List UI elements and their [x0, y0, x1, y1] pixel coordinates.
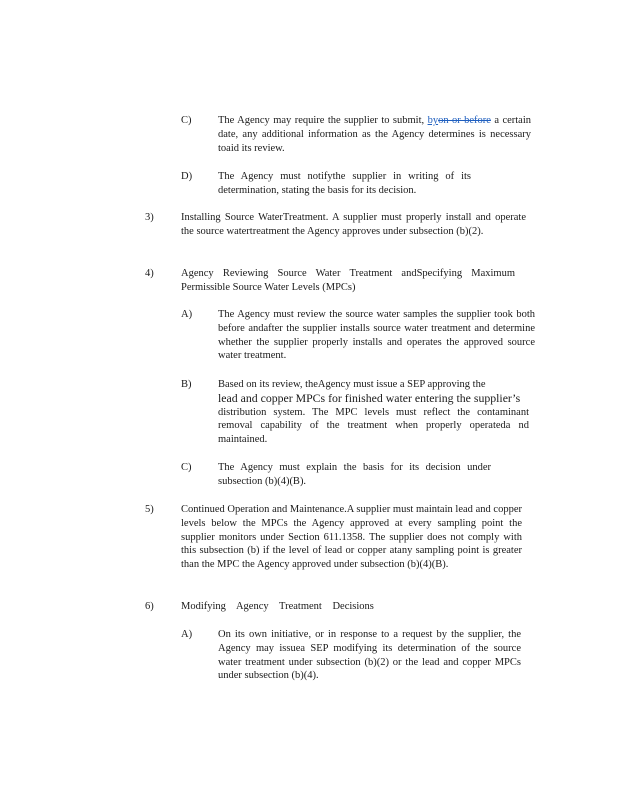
item-text — [218, 114, 531, 155]
item-label: 6) — [145, 601, 154, 612]
text-run: The Agency may require the supplier to submit, — [218, 115, 425, 126]
item-label: C) — [181, 462, 192, 473]
item-text: Continued Operation and Maintenance.A supplier must maintain lead and copper levels below the MPCs the Agency approved at every sampling point the supplier monitors under Section 611.1358. The supplier does not comply with this subsection (b) if the level of lead or copper atany sampling point is greater than the MPC the Agency approved under subsection (b)(4)(B). — [181, 504, 522, 571]
item-label: C) — [181, 115, 192, 126]
item-label: B) — [181, 379, 192, 390]
text-run: a certain date, any additional information as the Agency determines is necessary toaid its review. — [218, 115, 532, 154]
deleted-text: on or before — [438, 115, 491, 126]
item-label: 4) — [145, 268, 154, 279]
inserted-text: by — [427, 115, 439, 126]
item-text: The Agency must notifythe supplier in writing of its determination, stating the basis for its decision. — [218, 171, 471, 196]
item-label: A) — [181, 629, 193, 640]
item-text: Installing Source WaterTreatment. A supplier must properly install and operate the source watertreatment the Agency approves under subsection (b)(2). — [181, 212, 526, 237]
item-text: The Agency must explain the basis for its decision under subsection (b)(4)(B). — [218, 462, 491, 487]
item-text: Modifying Agency Treatment Decisions — [181, 601, 374, 612]
text-line: distribution system. The MPC levels must reflect the contaminant removal capability of the treatment when properly operateda nd maintained. — [218, 406, 529, 446]
text-line: Based on its review, theAgency must issue a SEP approving the — [218, 379, 486, 390]
item-label: D) — [181, 171, 193, 182]
item-label: 5) — [145, 504, 154, 515]
item-text: Agency Reviewing Source Water Treatment andSpecifying Maximum Permissible Source Water Levels (MPCs) — [181, 268, 515, 293]
item-label: 3) — [145, 212, 154, 223]
text-line: lead and copper MPCs for finished water entering the supplier’s — [218, 390, 521, 405]
item-text: The Agency must review the source water samples the supplier took both before andafter the supplier installs source water treatment and determine whether the supplier properly installs and operates the approved source water treatment. — [218, 309, 535, 362]
item-text — [218, 378, 529, 447]
item-text: On its own initiative, or in response to a request by the supplier, the Agency may issuea SEP modifying its determination of the source water treatment under subsection (b)(2) or the lead and copper MPCs under subsection (b)(4). — [218, 629, 521, 682]
item-label: A) — [181, 309, 193, 320]
